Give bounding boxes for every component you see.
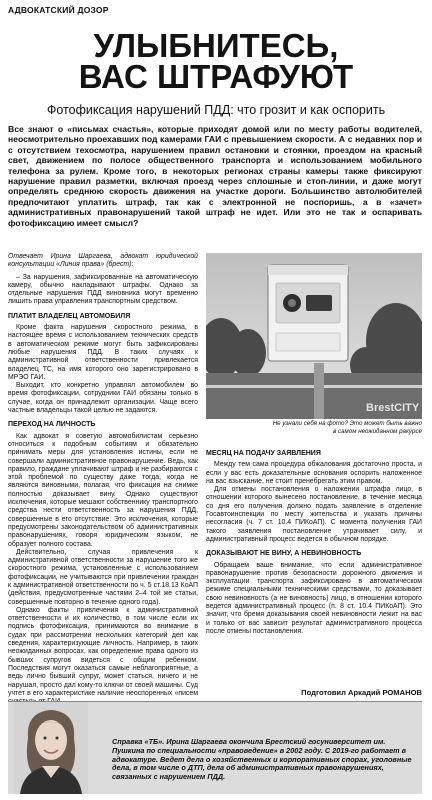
lawyer-portrait <box>14 702 88 794</box>
speed-camera-illustration <box>206 253 422 419</box>
lead-paragraph: Все знают о «письмах счастья», которые приходят домой или по месту работы водителей, неосмотрительно проехавших под камерами ГАИ с превышением скорости. А с недавних пор и с отсутствием техосмотра, нарушением правил остановки и стоянки, проездом на красный свет, движением по полосе общественного транспорта и использованием мобильного телефона за рулем. Кроме того, в некоторых регионах страны камеры также фиксируют нарушение правил разметки, включая проезд через сплошные и стоп-линии, и даже могут определять среднюю скорость движения на участке дороги. Большинство автолюбителей предпочитают уплатить штраф, так как с электронной не поспоришь, а в «зачет» административных правонарушений такой штраф не идет. Или это не так и оспаривать фотофиксацию имеет смысл? <box>8 124 422 228</box>
photo-watermark: BrestCITY <box>366 402 420 414</box>
article-column-right <box>206 450 422 636</box>
photo-caption-line-2: в самом неожиданном ракурсе <box>333 427 422 435</box>
body-paragraph: – За нарушения, зафиксированные на автоматическую камеру, обычно накладывают штрафы. Однако за отдельные нарушения ПДД виновника могут временно лишить права управления транспортным средством. <box>8 273 198 306</box>
body-paragraph: Между тем сама процедура обжалования достаточно проста, и если у вас есть доказательные основания оспорить наложенное на вас взыскание, не стоит пренебрегать этим правом. <box>206 461 422 485</box>
headline-line-2: ВАС ШТРАФУЮТ <box>78 58 354 95</box>
photo-caption-line-1: Не узнали себя на фото? Это может быть важно <box>272 420 422 427</box>
body-paragraph: Выходит, кто конкретно управлял автомобилем во время фотофиксации, сотрудники ГАИ обязаны только в случае, когда он принадлежит организации. Чаще всего частные владельцы такой целью не задаются. <box>8 382 198 415</box>
body-paragraph: Кроме факта нарушения скоростного режима, в настоящее время с использованием технических средств в автоматическом режиме могут быть зафиксированы любые нарушения ПДД. В таких случаях к административной ответственности привлекается владелец ТС, на имя которого оно зарегистрировано в МРЭО ГАИ. <box>8 324 198 381</box>
subheading: ПЛАТИТ ВЛАДЕЛЕЦ АВТОМОБИЛЯ <box>8 312 131 320</box>
article-column-left <box>8 253 198 706</box>
subheading: МЕСЯЦ НА ПОДАЧУ ЗАЯВЛЕНИЯ <box>206 450 321 457</box>
body-paragraph: Для отмены постановления о наложении штрафа лицо, в отношении которого вынесено постановление, в течение месяца со дня его получения должно подать заявление в отделение Госавтоинспекции по месту жительства и указать причины несогласия (ч. 7 ст. 10.4 ПИКоАП). С момента получения ГАИ такого заявления постановление утрачивает силу, и административный процесс ведется в обычном порядке. <box>206 486 422 543</box>
headline <box>0 27 432 95</box>
body-paragraph: Однако факты привлечения к административной ответственности и их количество, в том числе если их подпись фотофиксация, принимаются во внимание в судах при рассмотрении нескольких категорий дел как сведения, характеризующие личность. Например, в таких неожиданных вопросах, как определение права одного из бывших супругов видеться с общим ребенком. Последствия могут оказаться самые неблагоприятные, а ведь лично бывший супруг, может статься, ничего и не нарушал, просто дал кому-то ключи от своей машины. Суд учтет в его характеристике наличие неоспоренных «писем <box>8 606 198 697</box>
body-paragraph: Как адвокат я советую автомобилистам серьезно относиться к подобным событиям и обязательно принимать меры для установления истины, если не совершали административное правонарушение. Ведь, как правило, граждане уплачивают штраф и не разбираются с этой проблемой по существу даже тогда, когда не являются виновными, полагая, что фиксация на снимке полностью доказывает вину. Однако существуют исключения, которые мешают собственнику транспортного средства нести ответственность за нарушения ПДД, совершенные в его отсутствие. Это исключения, которые предусмотрены законодательством об административных правонарушениях, говоря юридическим языком, не образует полного состава. <box>8 432 198 548</box>
subtitle: Фотофиксация нарушений ПДД: что грозит и как оспорить <box>46 103 386 117</box>
subheading: ПЕРЕХОД НА ЛИЧНОСТЬ <box>8 421 96 429</box>
portrait-image <box>14 702 88 794</box>
section-label: АДВОКАТСКИЙ ДОЗОР <box>8 5 109 15</box>
bio-note: Справка «ТБ». Ирина Шаргаева окончила Брестский госуниверситет им. Пушкина по специальности «правоведение» в 2002 году. С 2019-го работает в адвокатуре. Ведет дела о хозяйственных и корпоративных спорах, уголовные дела, в том числе о ДТП, дела об административных правонарушениях, связанных с нарушением ПДД. <box>112 737 412 782</box>
subheading: ДОКАЗЫВАЮТ НЕ ВИНУ, А НЕВИНОВНОСТЬ <box>206 550 362 558</box>
author-signature: Подготовил Аркадий РОМАНОВ <box>301 688 422 697</box>
photo-caption <box>206 420 422 435</box>
headline-line-1: УЛЫБНИТЕСЬ, <box>93 27 339 64</box>
speed-camera-photo <box>206 253 422 419</box>
body-paragraph: Действительно, случая привлечения к административной ответственности за нарушение того же скоростного режима, установленные с использованием фотофиксации, не учитываются при привлечении граждан к административной ответственности по ч. 5 ст.18.13 КоАП (действия, предусмотренные частями 2–4 той же статьи, совершенные повторно в течение одного года). <box>8 548 198 606</box>
body-paragraph: Обращаем ваше внимание, что если административное правонарушение против безопасности дорожного движения и эксплуатации транспорта зафиксировано в автоматическом режиме специальными техническими средствами, то доказывает свою невиновность (а не виновность) лицо, в отношении которого ведется административный процесс (п. 8 ст. 10.4 ПИКоАП). Это значит, что бремя доказывания своей невиновности лежит на вас и только от вас зависит результат административного процесса после отмены постановления. <box>206 561 422 635</box>
answer-intro: Отвечает Ирина Шаргаева, адвокат юридической консультации «Линия права» (брест): <box>8 253 198 269</box>
